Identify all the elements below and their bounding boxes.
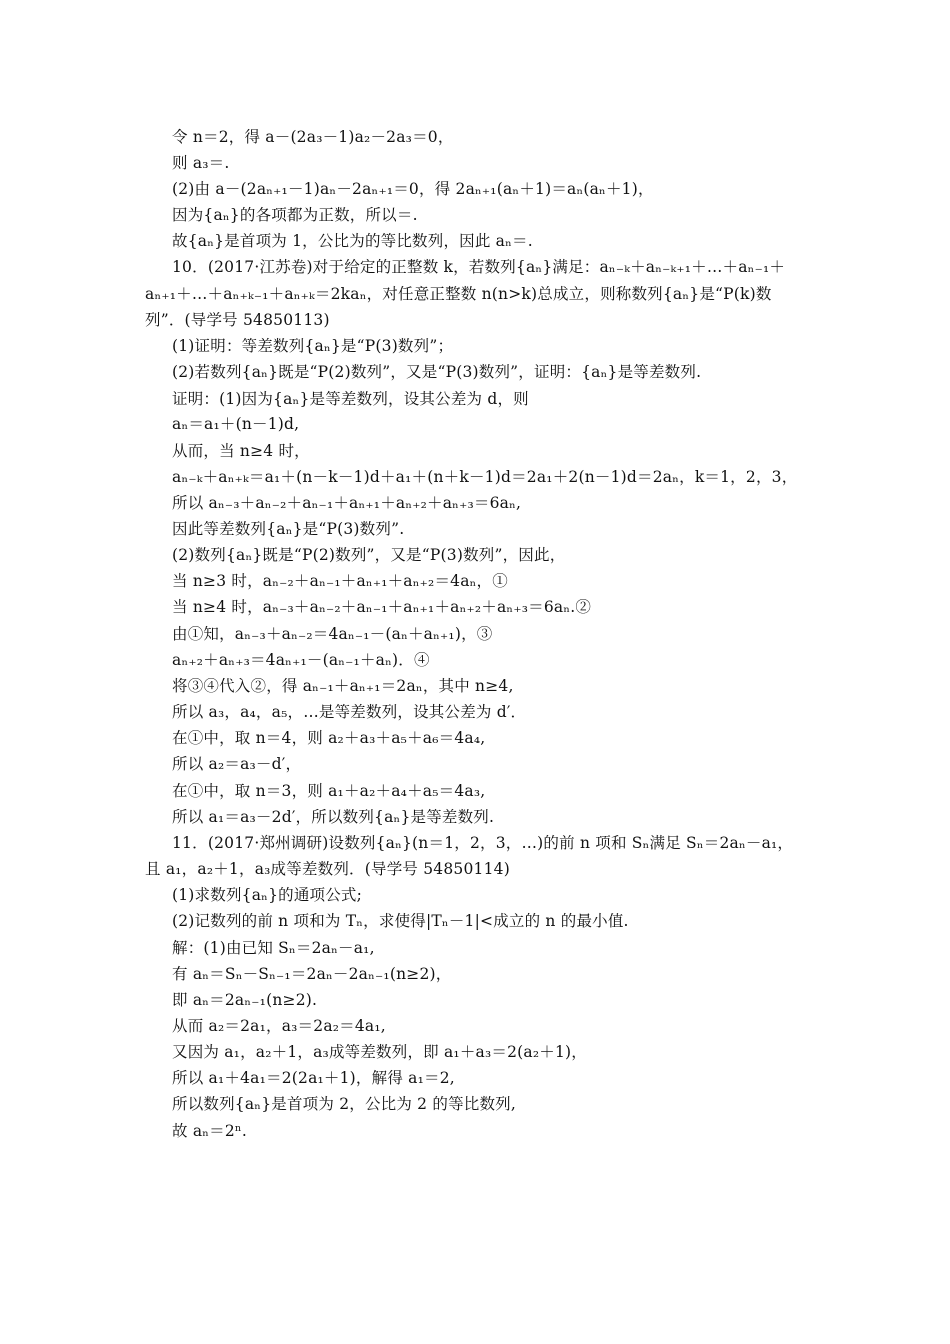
text-line: aₙ₋ₖ＋aₙ₊ₖ＝a₁＋(n－k－1)d＋a₁＋(n＋k－1)d＝2a₁＋2(n－1)d＝2aₙ，k＝1，2，3， — [172, 468, 798, 486]
text-line: 则 a₃＝. — [172, 154, 230, 172]
text-line: 所以 aₙ₋₃＋aₙ₋₂＋aₙ₋₁＋aₙ₊₁＋aₙ₊₂＋aₙ₊₃＝6aₙ, — [172, 494, 522, 512]
text-line: aₙ₊₁＋…＋aₙ₊ₖ₋₁＋aₙ₊ₖ＝2kaₙ，对任意正整数 n(n>k)总成立，则称数列{aₙ}是“P(k)数 — [145, 285, 772, 303]
text-line: 所以 a₃，a₄，a₅，…是等差数列，设其公差为 d′． — [172, 703, 527, 721]
text-line: 所以 a₁＋4a₁＝2(2a₁＋1)，解得 a₁＝2, — [172, 1069, 455, 1087]
text-line: 由①知，aₙ₋₃＋aₙ₋₂＝4aₙ₋₁－(aₙ＋aₙ₊₁)，③ — [172, 625, 493, 643]
text-line: (1)求数列{aₙ}的通项公式; — [172, 886, 363, 904]
text-line: 将③④代入②，得 aₙ₋₁＋aₙ₊₁＝2aₙ，其中 n≥4, — [172, 677, 514, 695]
text-line: 令 n＝2，得 a－(2a₃－1)a₂－2a₃＝0， — [172, 128, 454, 146]
text-line: (2)若数列{aₙ}既是“P(2)数列”，又是“P(3)数列”，证明：{aₙ}是等差数列. — [172, 363, 702, 381]
text-line: 且 a₁，a₂＋1，a₃成等差数列．(导学号 54850114) — [145, 860, 510, 878]
text-line: 有 aₙ＝Sₙ－Sₙ₋₁＝2aₙ－2aₙ₋₁(n≥2)， — [172, 965, 452, 983]
text-line: 11．(2017·郑州调研)设数列{aₙ}(n＝1，2，3，…)的前 n 项和 Sₙ满足 Sₙ＝2aₙ－a₁， — [172, 834, 794, 852]
text-line: aₙ＝a₁＋(n－1)d, — [172, 415, 300, 433]
text-line: (2)由 a－(2aₙ₊₁－1)aₙ－2aₙ₊₁＝0，得 2aₙ₊₁(aₙ＋1)＝aₙ(aₙ＋1)， — [172, 180, 654, 198]
text-line: 列”．(导学号 54850113) — [145, 311, 330, 329]
text-line: (1)证明：等差数列{aₙ}是“P(3)数列”； — [172, 337, 454, 355]
text-line: (2)数列{aₙ}既是“P(2)数列”，又是“P(3)数列”，因此， — [172, 546, 566, 564]
text-line: 10．(2017·江苏卷)对于给定的正整数 k，若数列{aₙ}满足：aₙ₋ₖ＋aₙ₋ₖ₊₁＋…＋aₙ₋₁＋ — [172, 258, 786, 276]
text-line: 解：(1)由已知 Sₙ＝2aₙ－a₁, — [172, 939, 375, 957]
text-line: 当 n≥3 时，aₙ₋₂＋aₙ₋₁＋aₙ₊₁＋aₙ₊₂＝4aₙ，① — [172, 572, 508, 590]
text-line: 在①中，取 n＝4，则 a₂＋a₃＋a₅＋a₆＝4a₄, — [172, 729, 486, 747]
text-line: 因为{aₙ}的各项都为正数，所以＝. — [172, 206, 418, 224]
text-line: 所以数列{aₙ}是首项为 2，公比为 2 的等比数列, — [172, 1095, 517, 1113]
text-line: (2)记数列的前 n 项和为 Tₙ，求使得|Tₙ－1|<成立的 n 的最小值. — [172, 912, 629, 930]
text-line: 所以 a₂＝a₃－d′， — [172, 755, 302, 773]
text-line: aₙ₊₂＋aₙ₊₃＝4aₙ₊₁－(aₙ₋₁＋aₙ)．④ — [172, 651, 430, 669]
text-line: 因此等差数列{aₙ}是“P(3)数列”. — [172, 520, 405, 538]
text-line: 故{aₙ}是首项为 1，公比为的等比数列，因此 aₙ＝. — [172, 232, 533, 250]
text-line: 即 aₙ＝2aₙ₋₁(n≥2). — [172, 991, 318, 1009]
text-line: 证明：(1)因为{aₙ}是等差数列，设其公差为 d，则 — [172, 390, 529, 408]
text-line: 在①中，取 n＝3，则 a₁＋a₂＋a₄＋a₅＝4a₃, — [172, 782, 486, 800]
text-line: 所以 a₁＝a₃－2d′，所以数列{aₙ}是等差数列. — [172, 808, 495, 826]
text-line: 从而，当 n≥4 时， — [172, 442, 310, 460]
text-line: 故 aₙ＝2ⁿ. — [172, 1122, 247, 1140]
text-line: 又因为 a₁，a₂＋1，a₃成等差数列，即 a₁＋a₃＝2(a₂＋1)， — [172, 1043, 587, 1061]
text-line: 当 n≥4 时，aₙ₋₃＋aₙ₋₂＋aₙ₋₁＋aₙ₊₁＋aₙ₊₂＋aₙ₊₃＝6aₙ.② — [172, 598, 592, 616]
text-line: 从而 a₂＝2a₁，a₃＝2a₂＝4a₁, — [172, 1017, 386, 1035]
